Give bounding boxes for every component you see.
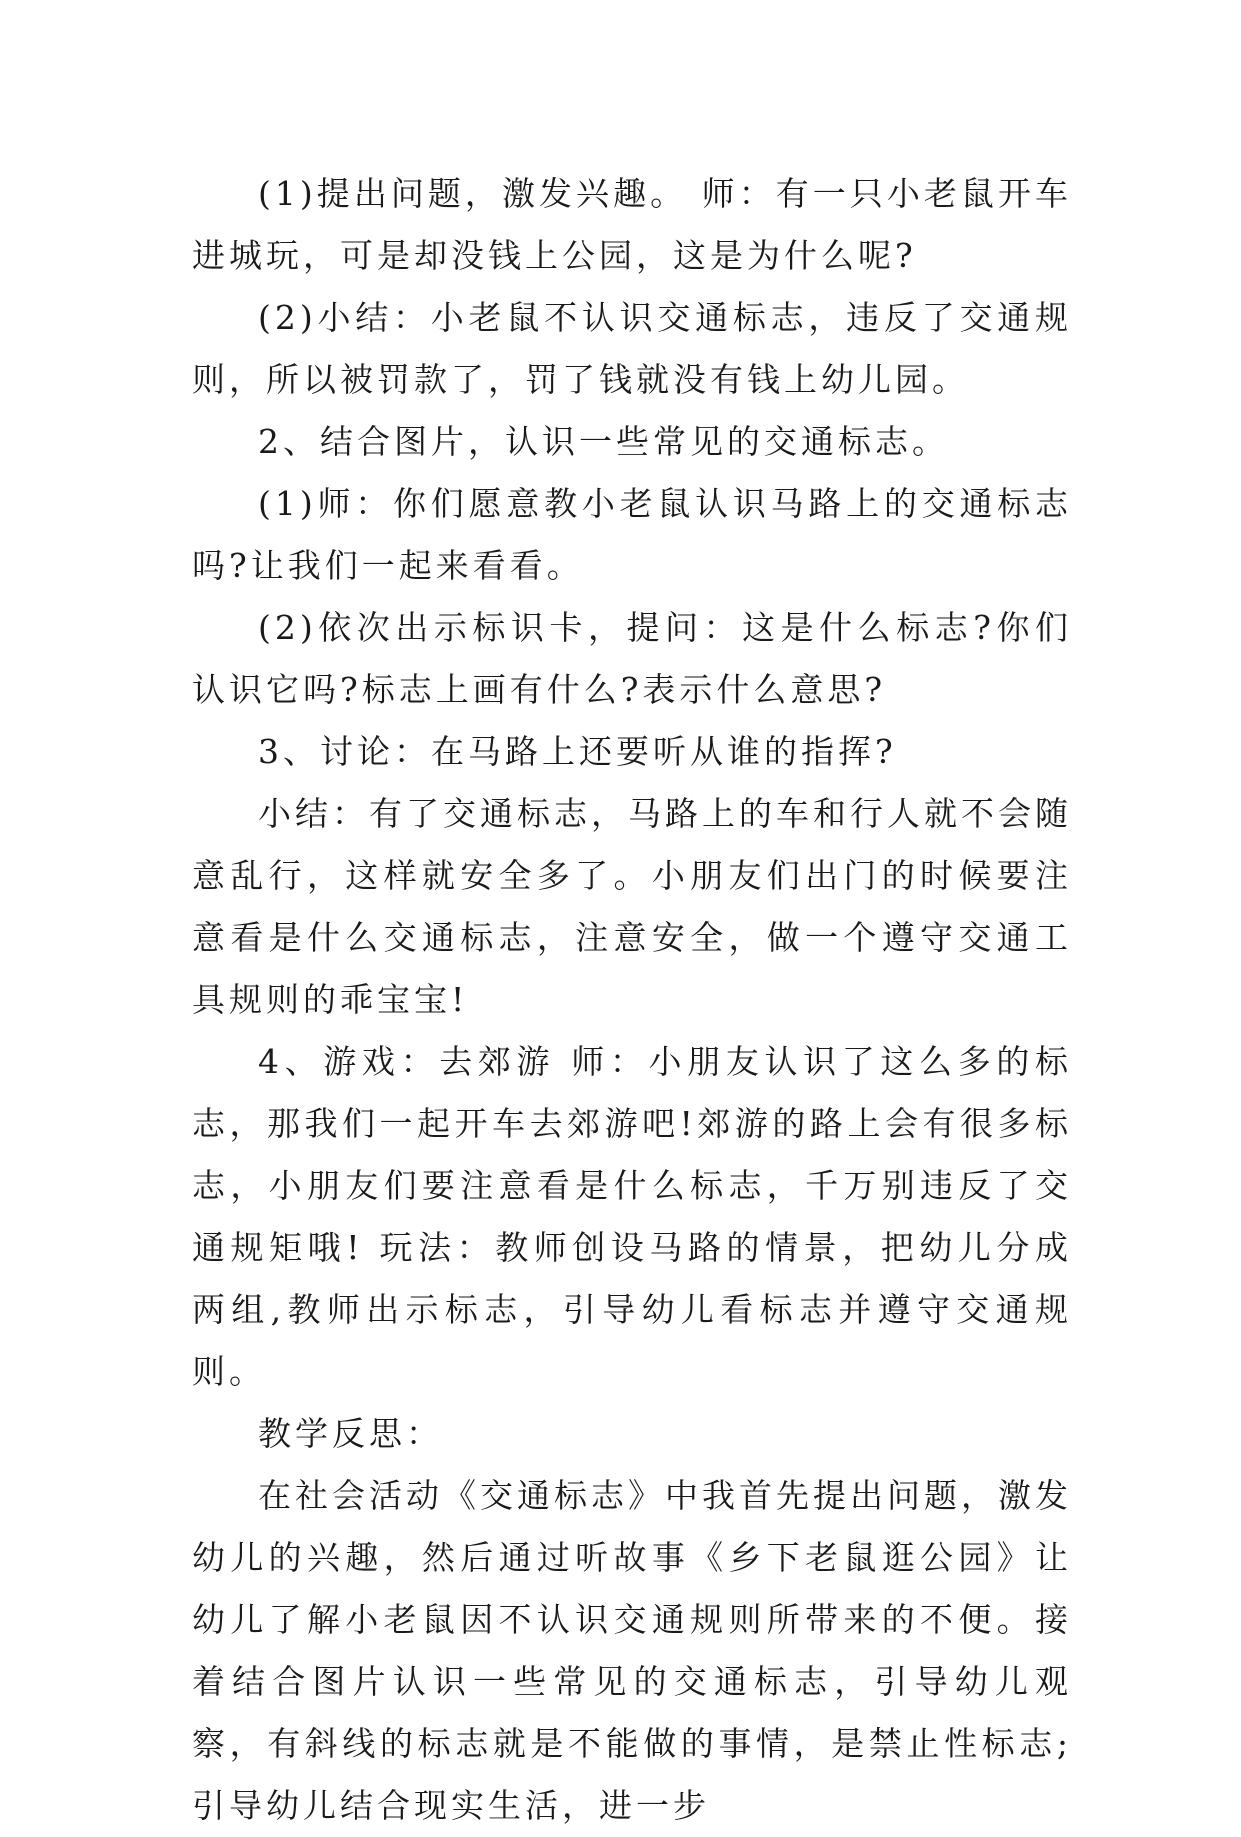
paragraph-step-3: 3、讨论：在马路上还要听从谁的指挥? [258, 732, 897, 771]
document-body [192, 163, 1072, 1837]
paragraph-show-cards: (2)依次出示标识卡，提问：这是什么标志?你们认识它吗?标志上画有什么?表示什么意思? [192, 608, 1072, 709]
paragraph-reflection-body: 在社会活动《交通标志》中我首先提出问题，激发幼儿的兴趣，然后通过听故事《乡下老鼠逛公园》让幼儿了解小老鼠因不认识交通规则所带来的不便。接着结合图片认识一些常见的交通标志，引导幼儿观察，有斜线的标志就是不能做的事情，是禁止性标志;引导幼儿结合现实生活，进一步 [192, 1476, 1072, 1825]
paragraph-summary-mouse: (2)小结：小老鼠不认识交通标志，违反了交通规则，所以被罚款了，罚了钱就没有钱上幼儿园。 [192, 298, 1072, 399]
paragraph-summary-safety: 小结：有了交通标志，马路上的车和行人就不会随意乱行，这样就安全多了。小朋友们出门的时候要注意看是什么交通标志，注意安全，做一个遵守交通工具规则的乖宝宝! [192, 794, 1072, 1019]
paragraph-reflection-heading: 教学反思： [258, 1414, 443, 1453]
paragraph-teacher-ask: (1)师：你们愿意教小老鼠认识马路上的交通标志吗?让我们一起来看看。 [192, 484, 1072, 585]
paragraph-step-2: 2、结合图片，认识一些常见的交通标志。 [258, 422, 949, 461]
paragraph-step-4-game: 4、游戏：去郊游 师：小朋友认识了这么多的标志，那我们一起开车去郊游吧!郊游的路上会有很多标志，小朋友们要注意看是什么标志，千万别违反了交通规矩哦! 玩法：教师创设马路的情景，把幼儿分成两组,教师出示标志，引导幼儿看标志并遵守交通规则。 [192, 1042, 1072, 1391]
paragraph-question: (1)提出问题，激发兴趣。 师：有一只小老鼠开车进城玩，可是却没钱上公园，这是为什么呢? [192, 174, 1072, 275]
